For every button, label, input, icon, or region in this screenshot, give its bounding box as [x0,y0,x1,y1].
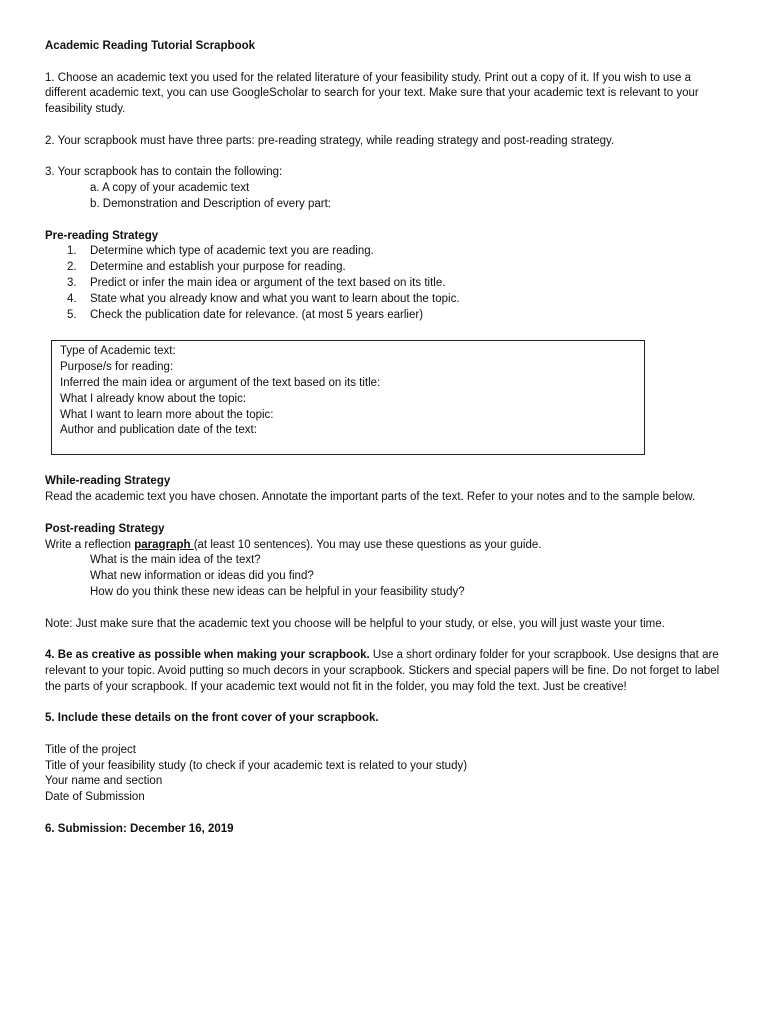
form-line-author-date: Author and publication date of the text: [60,424,257,437]
post-reading-text [45,538,735,554]
form-line-type: Type of Academic text: [60,345,176,358]
form-line-want-to-learn: What I want to learn more about the topic: [60,408,274,421]
list-item-text: Determine and establish your purpose for reading. [90,261,346,274]
spacer [45,727,735,743]
submission-date: 6. Submission: December 16, 2019 [45,822,234,835]
list-item [45,244,735,260]
form-line-purpose: Purpose/s for reading: [60,361,174,374]
guide-question: How do you think these new ideas can be helpful in your feasibility study? [90,585,465,598]
instruction-5-heading: 5. Include these details on the front cover of your scrapbook. [45,712,379,725]
document-body [45,39,735,838]
instruction-4-bold: 4. Be as creative as possible when making your scrapbook. [45,649,370,662]
list-item-text: Predict or infer the main idea or argument of the text based on its title. [90,276,446,289]
pre-reading-list [45,244,735,323]
instruction-3-sub-a: a. A copy of your academic text [90,182,250,195]
instruction-3: 3. Your scrapbook has to contain the following: [45,166,283,179]
form-line-main-idea: Inferred the main idea or argument of the text based on its title: [60,376,381,389]
instruction-2: 2. Your scrapbook must have three parts: pre-reading strategy, while reading strategy and post-reading strategy. [45,134,615,147]
post-reading-heading: Post-reading Strategy [45,522,165,535]
list-item [45,260,735,276]
spacer [45,632,735,648]
cover-detail: Your name and section [45,775,163,788]
guide-question: What new information or ideas did you find? [90,570,314,583]
instruction-4-rest: Use a short ordinary folder for your scrapbook. Use designs that are relevant to your topic. Avoid putting so much decors in your scrapbook. Stickers and special papers will be fine. Do not forget to label the parts of your scrapbook. If your academic text would not fit in the folder, you may fold the text. Just be creative! [45,649,720,693]
post-reading-text-start: Write a reflection [45,538,135,551]
post-reading-text-end: (at least 10 sentences). You may use these questions as your guide. [193,538,542,551]
spacer [45,455,735,474]
guide-question: What is the main idea of the text? [90,554,261,567]
cover-detail: Date of Submission [45,791,145,804]
instruction-4 [45,648,735,695]
spacer [45,213,735,229]
list-number: 5. [67,308,77,321]
while-reading-text: Read the academic text you have chosen. Annotate the important parts of the text. Refer to your notes and to the sample below. [45,491,696,504]
cover-detail: Title of the project [45,743,136,756]
spacer [45,696,735,712]
instruction-1: 1. Choose an academic text you used for the related literature of your feasibility study. Print out a copy of it. If you wish to use a different academic text, you can use GoogleScholar to search for your text. Make sure that your academic text is relevant to your feasibility study. [45,71,699,116]
note-text: Note: Just make sure that the academic text you choose will be helpful to your study, or else, you will just waste your time. [45,617,665,630]
pre-reading-heading: Pre-reading Strategy [45,229,159,242]
list-item-text: Determine which type of academic text you are reading. [90,245,374,258]
spacer [45,150,735,166]
list-item [45,308,735,324]
spacer [45,118,735,134]
list-item-text: Check the publication date for relevance. (at most 5 years earlier) [90,308,424,321]
spacer [45,55,735,71]
cover-detail: Title of your feasibility study (to check if your academic text is related to your study) [45,759,468,772]
spacer [45,806,735,822]
instruction-3-sub-b: b. Demonstration and Description of every part: [90,197,331,210]
list-item [45,276,735,292]
list-number: 2. [67,261,77,274]
post-reading-emphasis: paragraph [134,538,194,551]
list-number: 3. [67,276,77,289]
spacer [45,601,735,617]
form-line-already-know: What I already know about the topic: [60,392,247,405]
list-number: 4. [67,292,77,305]
list-item [45,292,735,308]
list-item-text: State what you already know and what you want to learn about the topic. [90,292,460,305]
spacer [45,506,735,522]
pre-reading-form-box [51,340,645,455]
while-reading-heading: While-reading Strategy [45,475,171,488]
list-number: 1. [67,245,77,258]
document-title: Academic Reading Tutorial Scrapbook [45,40,256,52]
